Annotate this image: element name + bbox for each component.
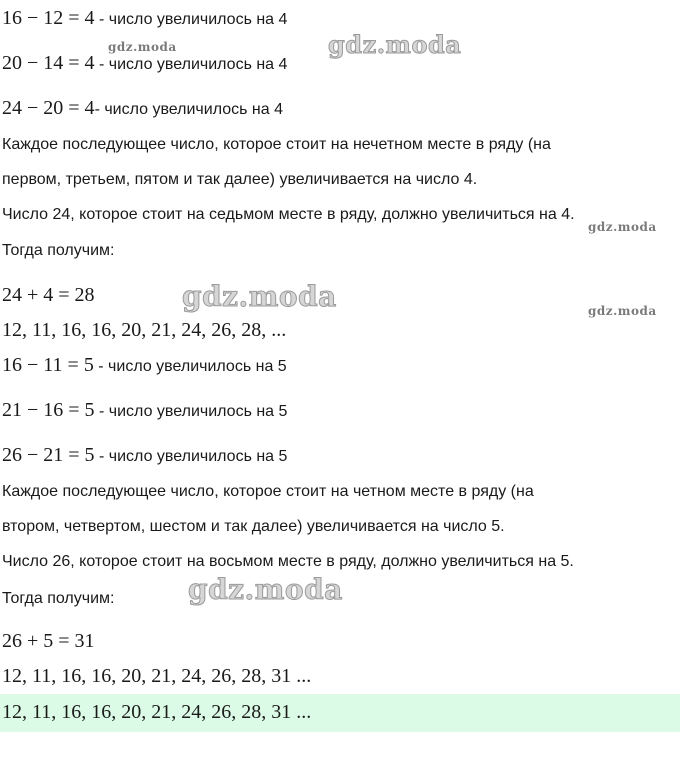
then-we-get-2: Тогда получим: xyxy=(2,590,115,607)
equation-24-4: 24 + 4 = 28 xyxy=(2,284,95,306)
watermark: gdz.moda xyxy=(188,573,343,606)
line-21-16 xyxy=(2,400,287,422)
math-expression: 21 − 16 = 5 xyxy=(2,399,95,421)
watermark: gdz.moda xyxy=(328,30,462,59)
line-16-11 xyxy=(2,355,287,377)
line-16-12 xyxy=(2,8,287,30)
line-text: - число увеличилось на 4 xyxy=(94,101,283,118)
math-expression: 16 − 11 = 5 xyxy=(2,354,94,376)
answer-sequence: 12, 11, 16, 16, 20, 21, 24, 26, 28, 31 ... xyxy=(2,701,312,723)
line-text: - число увеличилось на 4 xyxy=(94,56,288,73)
then-we-get-1: Тогда получим: xyxy=(2,242,115,259)
paragraph-eighth: Число 26, которое стоит на восьмом месте в ряду, должно увеличиться на 5. xyxy=(2,553,574,570)
paragraph-odd-rule-2: первом, третьем, пятом и так далее) увеличивается на число 4. xyxy=(2,171,478,188)
answer-box xyxy=(0,694,680,732)
line-text: - число увеличилось на 5 xyxy=(93,358,287,375)
line-26-21 xyxy=(2,445,287,467)
line-text: - число увеличилось на 5 xyxy=(94,448,288,465)
line-20-14 xyxy=(2,53,287,75)
line-text: - число увеличилось на 4 xyxy=(94,11,288,28)
watermark: gdz.moda xyxy=(588,220,657,234)
sequence-2: 12, 11, 16, 16, 20, 21, 24, 26, 28, 31 ... xyxy=(2,665,312,687)
paragraph-even-rule-2: втором, четвертом, шестом и так далее) увеличивается на число 5. xyxy=(2,518,505,535)
line-24-20 xyxy=(2,98,283,120)
line-text: - число увеличилось на 5 xyxy=(94,403,288,420)
math-expression: 20 − 14 = 4 xyxy=(2,52,95,74)
watermark: gdz.moda xyxy=(182,280,337,313)
math-expression: 16 − 12 = 4 xyxy=(2,7,95,29)
watermark: gdz.moda xyxy=(588,304,657,318)
paragraph-even-rule-1: Каждое последующее число, которое стоит на четном месте в ряду (на xyxy=(2,483,534,500)
watermark: gdz.moda xyxy=(108,40,177,54)
math-expression: 26 − 21 = 5 xyxy=(2,444,95,466)
paragraph-seventh: Число 24, которое стоит на седьмом месте в ряду, должно увеличиться на 4. xyxy=(2,206,575,223)
paragraph-odd-rule-1: Каждое последующее число, которое стоит на нечетном месте в ряду (на xyxy=(2,136,551,153)
sequence-1: 12, 11, 16, 16, 20, 21, 24, 26, 28, ... xyxy=(2,319,287,341)
math-expression: 24 − 20 = 4 xyxy=(2,97,95,119)
equation-26-5: 26 + 5 = 31 xyxy=(2,630,95,652)
